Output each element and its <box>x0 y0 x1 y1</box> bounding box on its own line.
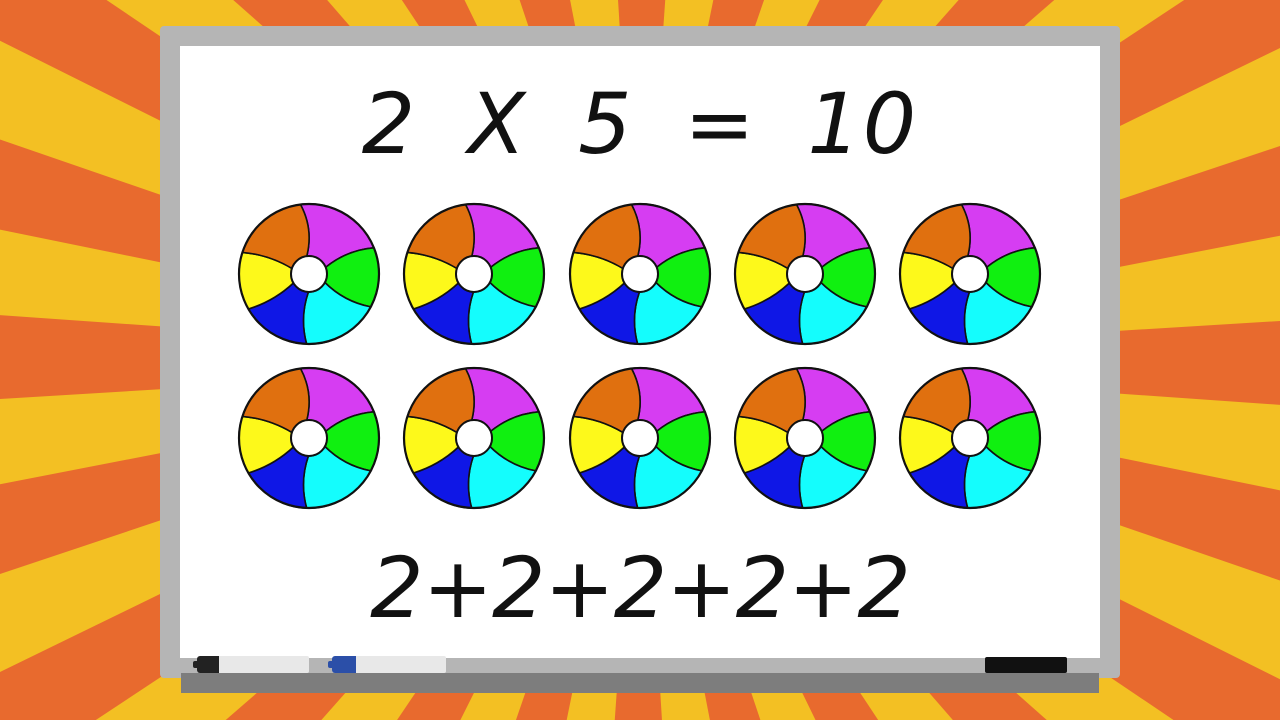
beach-ball-hub <box>622 256 658 292</box>
beach-ball <box>735 204 875 344</box>
beach-ball <box>900 204 1040 344</box>
beach-ball <box>570 368 710 508</box>
repeated-addition-equation: 2+2+2+2+2 <box>370 539 910 637</box>
beach-ball <box>404 368 544 508</box>
beach-ball <box>900 368 1040 508</box>
beach-ball <box>570 204 710 344</box>
beach-ball-hub <box>787 420 823 456</box>
beach-ball-hub <box>622 420 658 456</box>
beach-ball-hub <box>787 256 823 292</box>
whiteboard-tray <box>181 673 1099 693</box>
beach-ball-hub <box>952 420 988 456</box>
beach-ball <box>239 204 379 344</box>
board-eraser <box>985 657 1067 673</box>
beach-ball <box>735 368 875 508</box>
black-marker <box>193 656 309 673</box>
black-marker-cap <box>197 656 219 673</box>
black-marker-tip <box>193 661 199 668</box>
beach-ball-hub <box>456 420 492 456</box>
blue-marker-cap <box>332 656 356 673</box>
beach-ball-hub <box>291 420 327 456</box>
black-marker-body <box>217 656 309 673</box>
beach-ball-hub <box>456 256 492 292</box>
beach-ball <box>404 204 544 344</box>
beach-ball-hub <box>952 256 988 292</box>
multiplication-equation: 2 X 5 = 10 <box>361 75 919 173</box>
blue-marker-body <box>354 656 446 673</box>
beach-ball-hub <box>291 256 327 292</box>
beach-ball <box>239 368 379 508</box>
blue-marker-tip <box>328 661 334 668</box>
blue-marker <box>328 656 446 673</box>
